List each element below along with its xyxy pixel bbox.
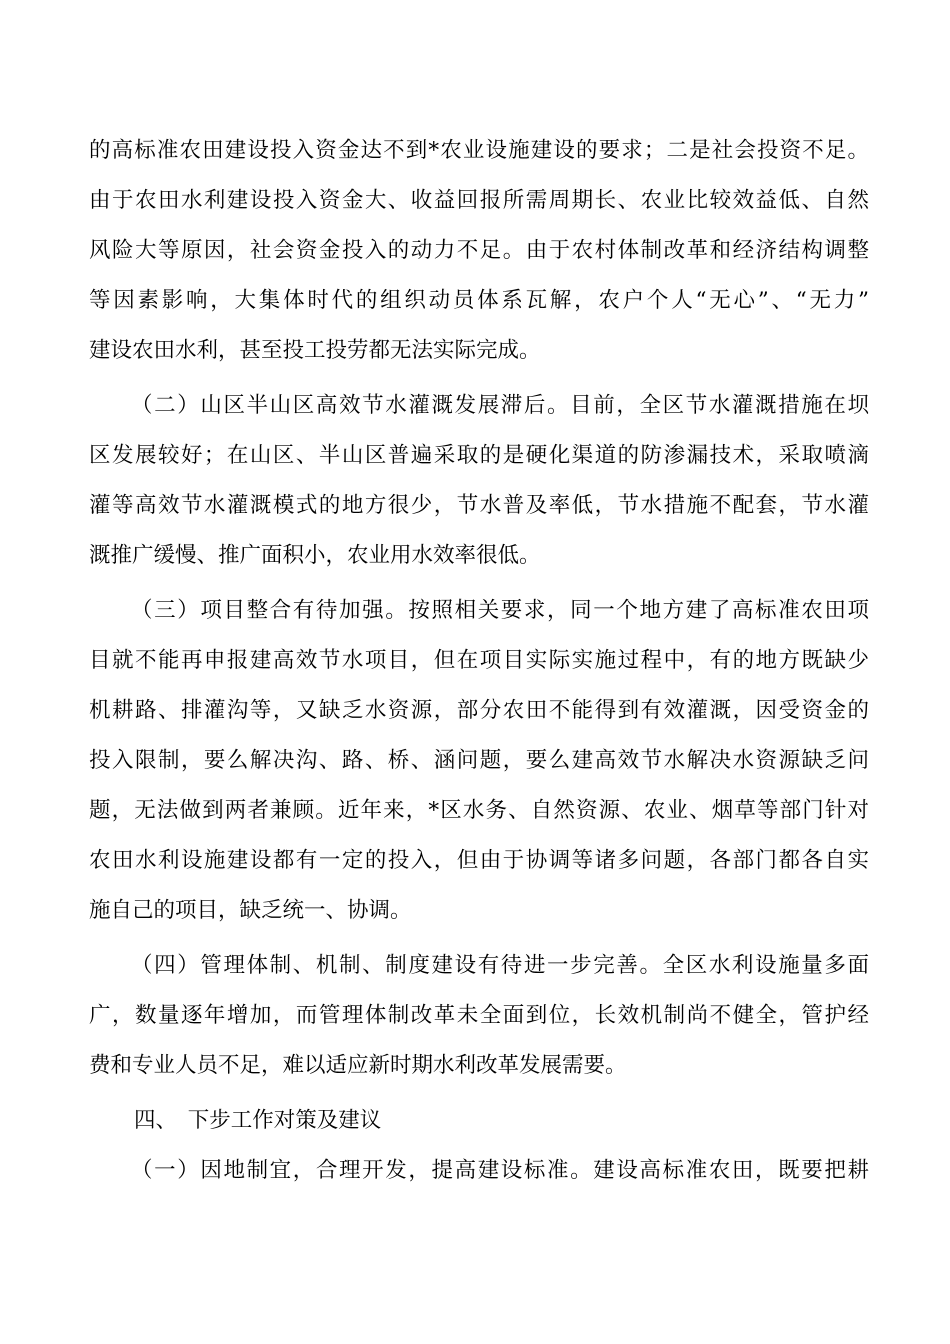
text-line: 的高标准农田建设投入资金达不到*农业设施建设的要求；二是社会投资不足。	[89, 138, 869, 163]
text-line: 题，无法做到两者兼顾。近年来，*区水务、自然资源、农业、烟草等部门针对	[89, 798, 869, 823]
text-line: （四）管理体制、机制、制度建设有待进一步完善。全区水利设施量多面	[131, 953, 869, 978]
text-line: 广，数量逐年增加，而管理体制改革未全面到位，长效机制尚不健全，管护经	[89, 1003, 869, 1028]
text-line: 施自己的项目，缺乏统一、协调。	[89, 898, 412, 923]
text-line: 灌等高效节水灌溉模式的地方很少，节水普及率低，节水措施不配套，节水灌	[89, 493, 869, 518]
text-line: 等因素影响，大集体时代的组织动员体系瓦解，农户个人“无心”、“无力”	[89, 288, 869, 313]
text-line: （一）因地制宜，合理开发，提高建设标准。建设高标准农田，既要把耕	[131, 1158, 869, 1183]
text-line: 费和专业人员不足，难以适应新时期水利改革发展需要。	[89, 1053, 627, 1078]
text-line: 农田水利设施建设都有一定的投入，但由于协调等诸多问题，各部门都各自实	[89, 848, 869, 873]
text-line: 目就不能再申报建高效节水项目，但在项目实际实施过程中，有的地方既缺少	[89, 648, 869, 673]
text-line: 溉推广缓慢、推广面积小，农业用水效率很低。	[89, 543, 541, 568]
text-line: 风险大等原因，社会资金投入的动力不足。由于农村体制改革和经济结构调整	[89, 238, 869, 263]
section-heading: 四、 下步工作对策及建议	[134, 1108, 382, 1133]
text-line: （三）项目整合有待加强。按照相关要求，同一个地方建了高标准农田项	[131, 598, 869, 623]
text-line: 由于农田水利建设投入资金大、收益回报所需周期长、农业比较效益低、自然	[89, 188, 869, 213]
text-line: 区发展较好；在山区、半山区普遍采取的是硬化渠道的防渗漏技术，采取喷滴	[89, 443, 869, 468]
text-line: 投入限制，要么解决沟、路、桥、涵问题，要么建高效节水解决水资源缺乏问	[89, 748, 869, 773]
text-line: 机耕路、排灌沟等，又缺乏水资源，部分农田不能得到有效灌溉，因受资金的	[89, 698, 869, 723]
text-line: （二）山区半山区高效节水灌溉发展滞后。目前，全区节水灌溉措施在坝	[131, 393, 869, 418]
text-line: 建设农田水利，甚至投工投劳都无法实际完成。	[89, 338, 541, 363]
